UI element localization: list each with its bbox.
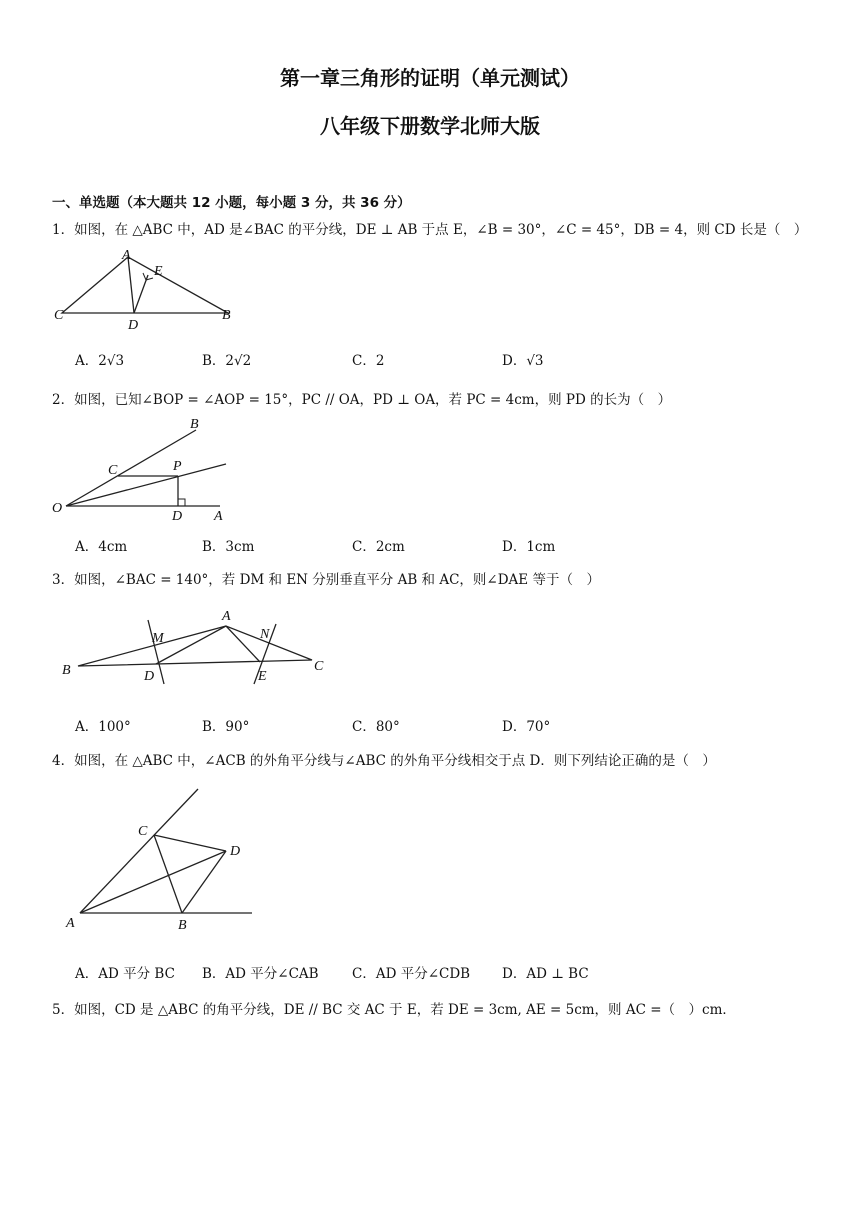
q3-label-a: A <box>222 609 231 624</box>
q4-label-b: B <box>178 918 187 933</box>
question-5-text: 5．如图，CD 是 △ABC 的角平分线，DE // BC 交 AC 于 E，若 DE = 3cm, AE = 5cm，则 AC =（ ）cm． <box>52 1002 736 1018</box>
question-2-text: 2．如图，已知∠BOP = ∠AOP = 15°，PC // OA，PD ⊥ OA，若 PC = 4cm，则 PD 的长为（ ） <box>52 392 672 408</box>
document-subtitle: 八年级下册数学北师大版 <box>320 114 540 138</box>
question-1-option-d[interactable]: D．√3 <box>502 353 544 369</box>
document-title: 第一章三角形的证明（单元测试） <box>280 66 580 90</box>
question-4-option-a[interactable]: A．AD 平分 BC <box>75 966 175 982</box>
question-1-option-c[interactable]: C．2 <box>352 353 385 369</box>
q1-label-a: A <box>122 248 131 263</box>
question-2-option-c[interactable]: C．2cm <box>352 539 405 555</box>
question-3-text: 3．如图，∠BAC = 140°，若 DM 和 EN 分别垂直平分 AB 和 AC，则∠DAE 等于（ ） <box>52 572 600 588</box>
question-2-option-d[interactable]: D．1cm <box>502 539 556 555</box>
q3-label-d: D <box>144 669 155 684</box>
section-header: 一、单选题（本大题共 12 小题，每小题 3 分，共 36 分） <box>52 195 411 211</box>
q3-label-m: M <box>152 631 164 646</box>
question-1-figure <box>50 245 250 335</box>
q3-label-c: C <box>314 659 324 674</box>
question-2-option-b[interactable]: B．3cm <box>202 539 255 555</box>
question-3-option-b[interactable]: B．90° <box>202 719 250 735</box>
q2-label-c: C <box>108 463 118 478</box>
q4-label-a: A <box>66 916 75 931</box>
question-1-option-b[interactable]: B．2√2 <box>202 353 252 369</box>
question-4-text: 4．如图，在 △ABC 中，∠ACB 的外角平分线与∠ABC 的外角平分线相交于点 D．则下列结论正确的是（ ） <box>52 753 716 769</box>
question-2-figure <box>50 412 250 524</box>
question-1-option-a[interactable]: A．2√3 <box>75 353 125 369</box>
q1-label-e: E <box>154 264 163 279</box>
question-4-option-c[interactable]: C．AD 平分∠CDB <box>352 966 471 982</box>
question-4-option-b[interactable]: B．AD 平分∠CAB <box>202 966 319 982</box>
question-3-option-c[interactable]: C．80° <box>352 719 400 735</box>
q2-label-a: A <box>214 509 223 524</box>
question-3-option-d[interactable]: D．70° <box>502 719 551 735</box>
q1-label-b: B <box>222 308 231 323</box>
q3-label-n: N <box>260 627 270 642</box>
question-2-option-a[interactable]: A．4cm <box>75 539 128 555</box>
question-4-figure <box>60 785 270 935</box>
q2-label-p: P <box>173 459 182 474</box>
question-4-option-d[interactable]: D．AD ⊥ BC <box>502 966 589 982</box>
question-1-text: 1．如图，在 △ABC 中，AD 是∠BAC 的平分线，DE ⊥ AB 于点 E，∠B = 30°，∠C = 45°，DB = 4，则 CD 长是（ ） <box>52 222 808 238</box>
q2-label-b: B <box>190 417 199 432</box>
q1-label-d: D <box>128 318 139 333</box>
q2-label-d: D <box>172 509 183 524</box>
q3-label-e: E <box>258 669 267 684</box>
q4-label-c: C <box>138 824 148 839</box>
question-3-option-a[interactable]: A．100° <box>75 719 131 735</box>
q4-label-d: D <box>230 844 241 859</box>
q2-label-o: O <box>52 501 63 516</box>
question-3-figure <box>50 604 340 690</box>
q1-label-c: C <box>54 308 64 323</box>
q3-label-b: B <box>62 663 71 678</box>
